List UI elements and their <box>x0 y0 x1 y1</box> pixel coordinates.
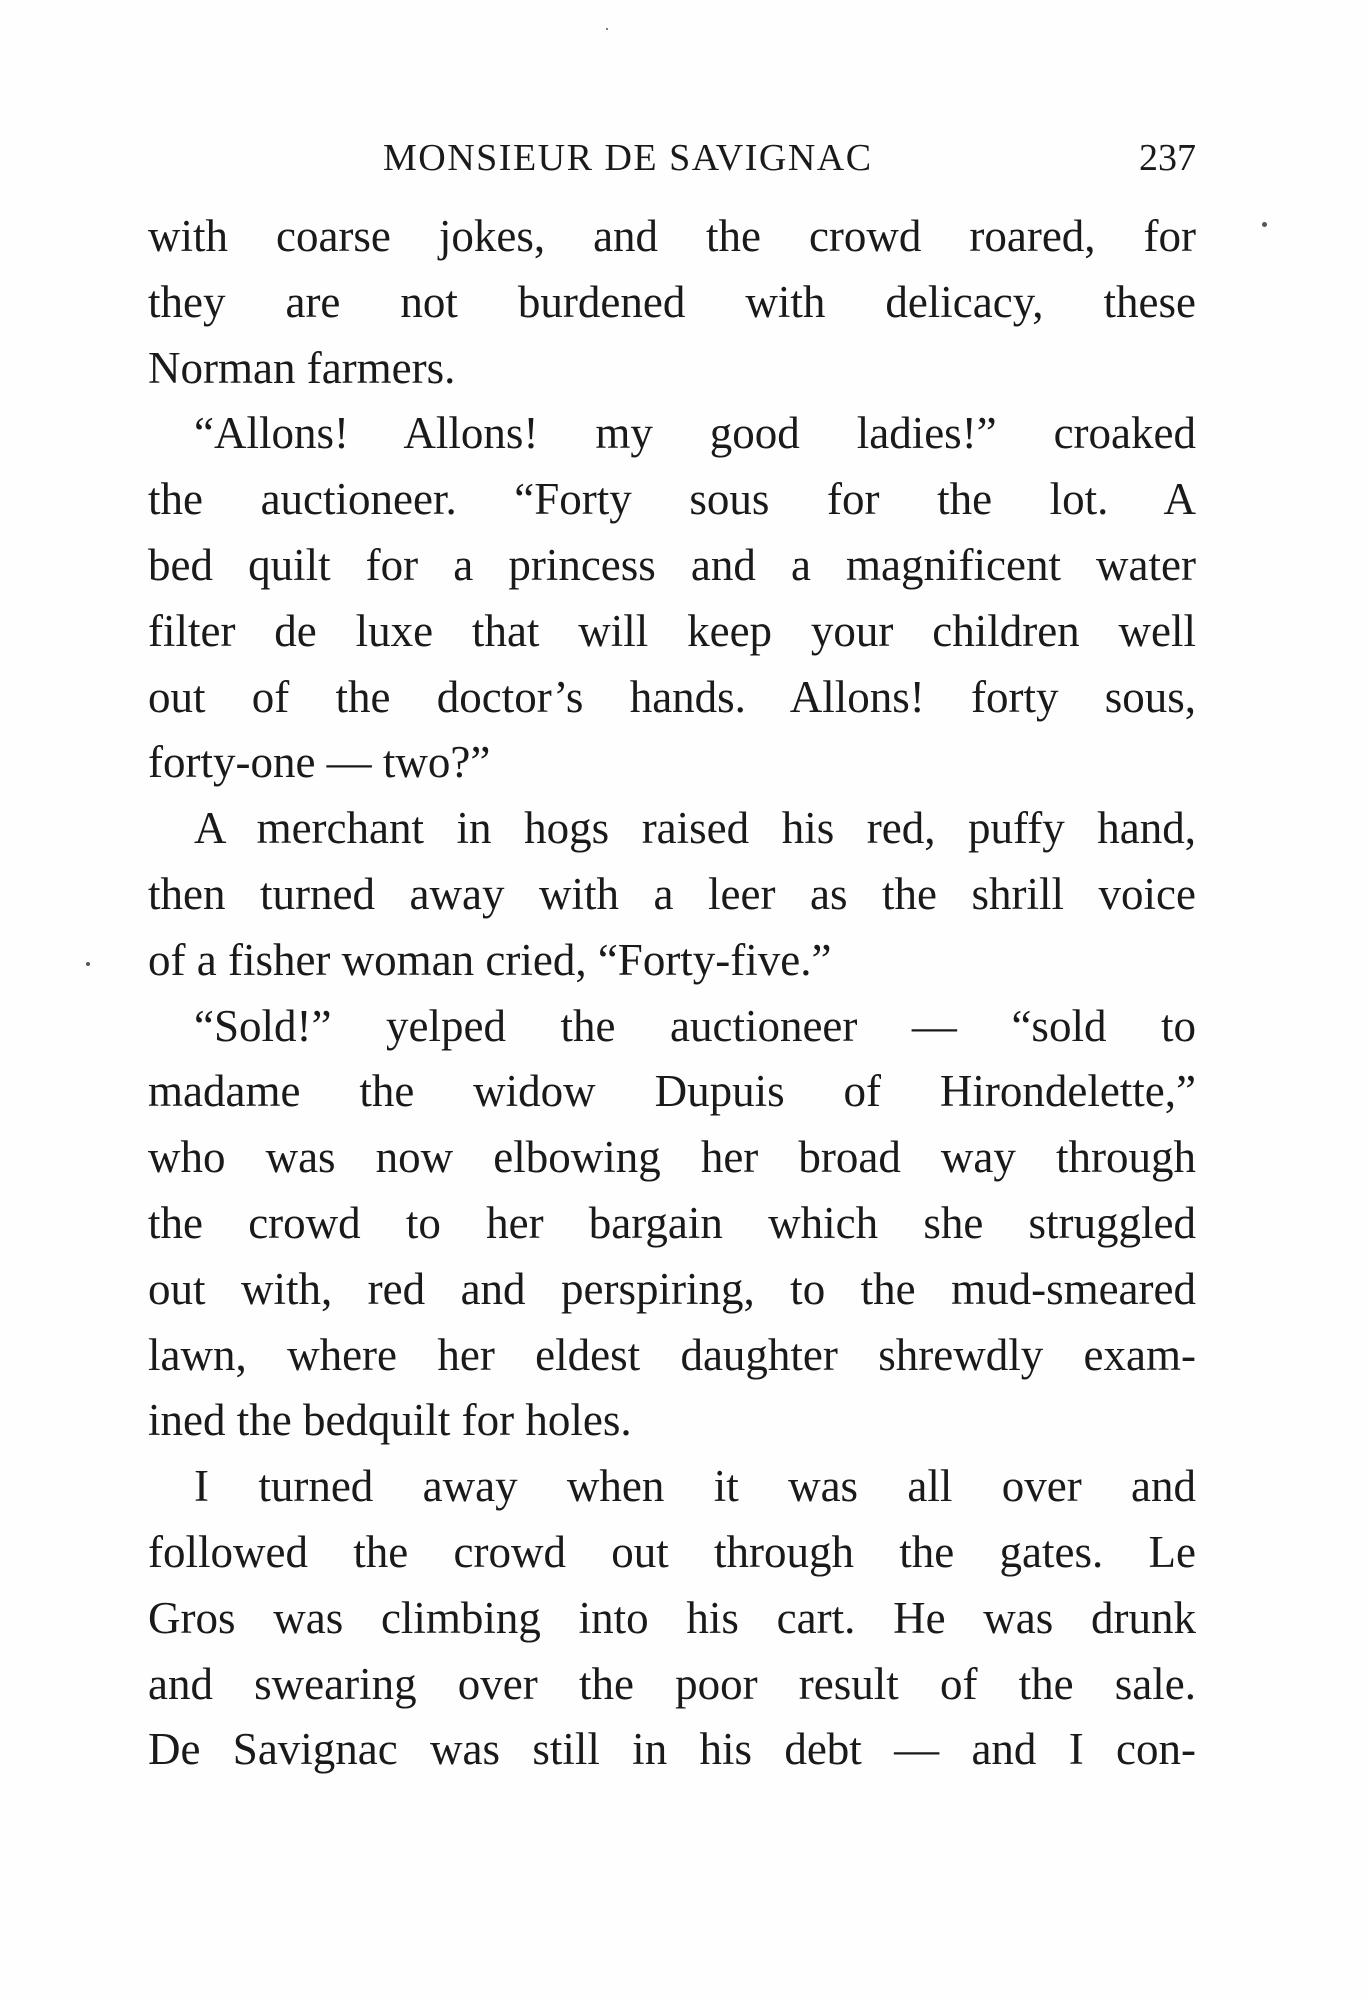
text-line: filter de luxe that will keep your children well <box>148 605 1196 656</box>
text-line: they are not burdened with delicacy, these <box>148 276 1196 327</box>
text-line: who was now elbowing her broad way through <box>148 1132 1196 1183</box>
text-line: madame the widow Dupuis of Hirondelette,” <box>148 1066 1196 1117</box>
text-line: the crowd to her bargain which she struggled <box>148 1197 1196 1248</box>
text-line: ined the bedquilt for holes. <box>148 1395 632 1446</box>
text-line: bed quilt for a princess and a magnificent water <box>148 539 1196 590</box>
text-line: then turned away with a leer as the shrill voice <box>148 868 1196 919</box>
text-line: I turned away when it was all over and <box>194 1461 1196 1512</box>
text-line: followed the crowd out through the gates. Le <box>148 1526 1196 1577</box>
text-line: forty-one — two?” <box>148 737 491 788</box>
text-line: with coarse jokes, and the crowd roared, for <box>148 211 1196 261</box>
page-number: 237 <box>1139 137 1196 179</box>
text-line: lawn, where her eldest daughter shrewdly exam- <box>148 1329 1196 1380</box>
text-line: out of the doctor’s hands. Allons! forty sous, <box>148 671 1196 722</box>
text-line: and swearing over the poor result of the sale. <box>148 1658 1196 1709</box>
print-speck <box>1262 222 1267 227</box>
text-line: “Sold!” yelped the auctioneer — “sold to <box>194 1000 1196 1051</box>
text-line: “Allons! Allons! my good ladies!” croaked <box>194 408 1196 459</box>
text-line: of a fisher woman cried, “Forty-five.” <box>148 934 832 985</box>
text-line: A merchant in hogs raised his red, puffy hand, <box>194 803 1196 854</box>
print-speck <box>606 28 608 30</box>
print-speck <box>86 962 90 966</box>
running-title: MONSIEUR DE SAVIGNAC <box>383 137 873 179</box>
running-head <box>148 128 1196 188</box>
text-line: out with, red and perspiring, to the mud-smeared <box>148 1263 1196 1314</box>
text-line: Gros was climbing into his cart. He was drunk <box>148 1592 1196 1643</box>
text-line: the auctioneer. “Forty sous for the lot. A <box>148 474 1196 525</box>
body-text <box>148 204 1196 1783</box>
text-line: De Savignac was still in his debt — and I con- <box>148 1724 1196 1775</box>
text-line: Norman farmers. <box>148 342 456 393</box>
